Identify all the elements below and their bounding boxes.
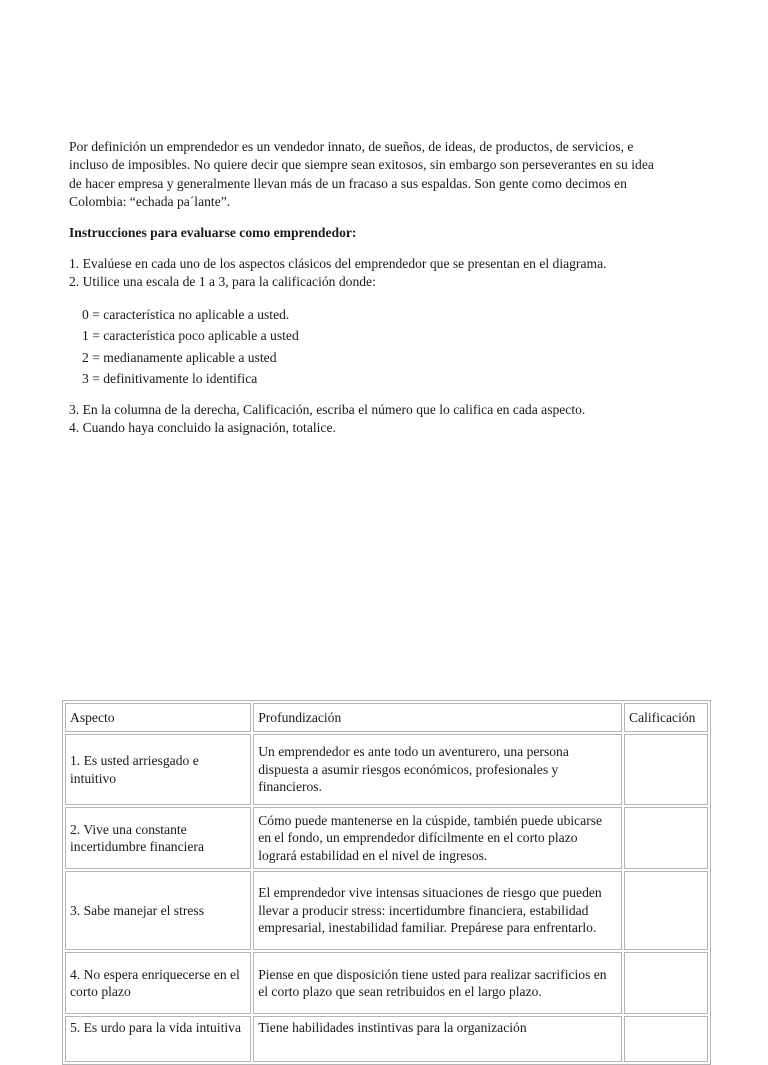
description-cell: Un emprendedor es ante todo un aventurero, una persona dispuesta a asumir riesgos económicos, profesionales y financieros.	[253, 734, 622, 805]
description-cell: Cómo puede mantenerse en la cúspide, también puede ubicarse en el fondo, un emprendedor difícilmente en el corto plazo logrará estabilidad en el nivel de ingresos.	[253, 807, 622, 869]
intro-line: Por definición un emprendedor es un vendedor innato, de sueños, de ideas, de productos, de servicios, e	[69, 139, 634, 154]
scale-item: 3 = definitivamente lo identifica	[82, 370, 258, 386]
intro-line: Colombia: “echada pa´lante”.	[69, 193, 231, 209]
aspect-cell: 2. Vive una constante incertidumbre financiera	[65, 807, 251, 869]
instruction-steps-first	[69, 255, 607, 292]
instruction-step: 3. En la columna de la derecha, Calificación, escriba el número que lo califica en cada aspecto.	[69, 402, 586, 417]
header-aspecto: Aspecto	[65, 703, 251, 732]
rating-cell[interactable]	[624, 952, 708, 1014]
aspect-cell: 3. Sabe manejar el stress	[65, 871, 251, 950]
rating-cell[interactable]	[624, 734, 708, 805]
header-calificacion: Calificación	[624, 703, 708, 732]
scale-item: 0 = característica no aplicable a usted.	[82, 307, 290, 322]
table-row	[65, 1016, 708, 1062]
rating-scale	[82, 304, 299, 389]
instruction-step: 1. Evalúese en cada uno de los aspectos clásicos del emprendedor que se presentan en el diagrama.	[69, 256, 607, 271]
intro-line: de hacer empresa y generalmente llevan más de un fracaso a sus espaldas. Son gente como decimos en	[69, 175, 627, 191]
instruction-steps-second	[69, 401, 585, 438]
table-row	[65, 871, 708, 950]
aspect-cell: 1. Es usted arriesgado e intuitivo	[65, 734, 251, 805]
table-row	[65, 952, 708, 1014]
table-header-row	[65, 703, 708, 732]
rating-cell[interactable]	[624, 807, 708, 869]
instruction-step: 2. Utilice una escala de 1 a 3, para la calificación donde:	[69, 274, 376, 290]
scale-item: 1 = característica poco aplicable a usted	[82, 328, 299, 344]
instructions-heading: Instrucciones para evaluarse como emprendedor:	[69, 225, 357, 240]
table-row	[65, 734, 708, 805]
intro-paragraph	[69, 138, 749, 211]
aspect-cell: 5. Es urdo para la vida intuitiva	[65, 1016, 251, 1062]
description-cell: Piense en que disposición tiene usted para realizar sacrificios en el corto plazo que sean retribuidos en el largo plazo.	[253, 952, 622, 1014]
description-cell: El emprendedor vive intensas situaciones de riesgo que pueden llevar a producir stress: incertidumbre financiera, estabilidad empresarial, inestabilidad familiar. Prepárese para enfrentarlo.	[253, 871, 622, 950]
header-profundizacion: Profundización	[253, 703, 622, 732]
instruction-step: 4. Cuando haya concluido la asignación, totalice.	[69, 420, 336, 436]
rating-cell[interactable]	[624, 871, 708, 950]
table-row	[65, 807, 708, 869]
rating-cell[interactable]	[624, 1016, 708, 1062]
aspect-cell: 4. No espera enriquecerse en el corto plazo	[65, 952, 251, 1014]
intro-line: incluso de imposibles. No quiere decir que siempre sean exitosos, sin embargo son perseverantes en su idea	[69, 157, 654, 173]
evaluation-table	[62, 700, 711, 1065]
description-cell: Tiene habilidades instintivas para la organización	[253, 1016, 622, 1062]
scale-item: 2 = medianamente aplicable a usted	[82, 349, 277, 365]
